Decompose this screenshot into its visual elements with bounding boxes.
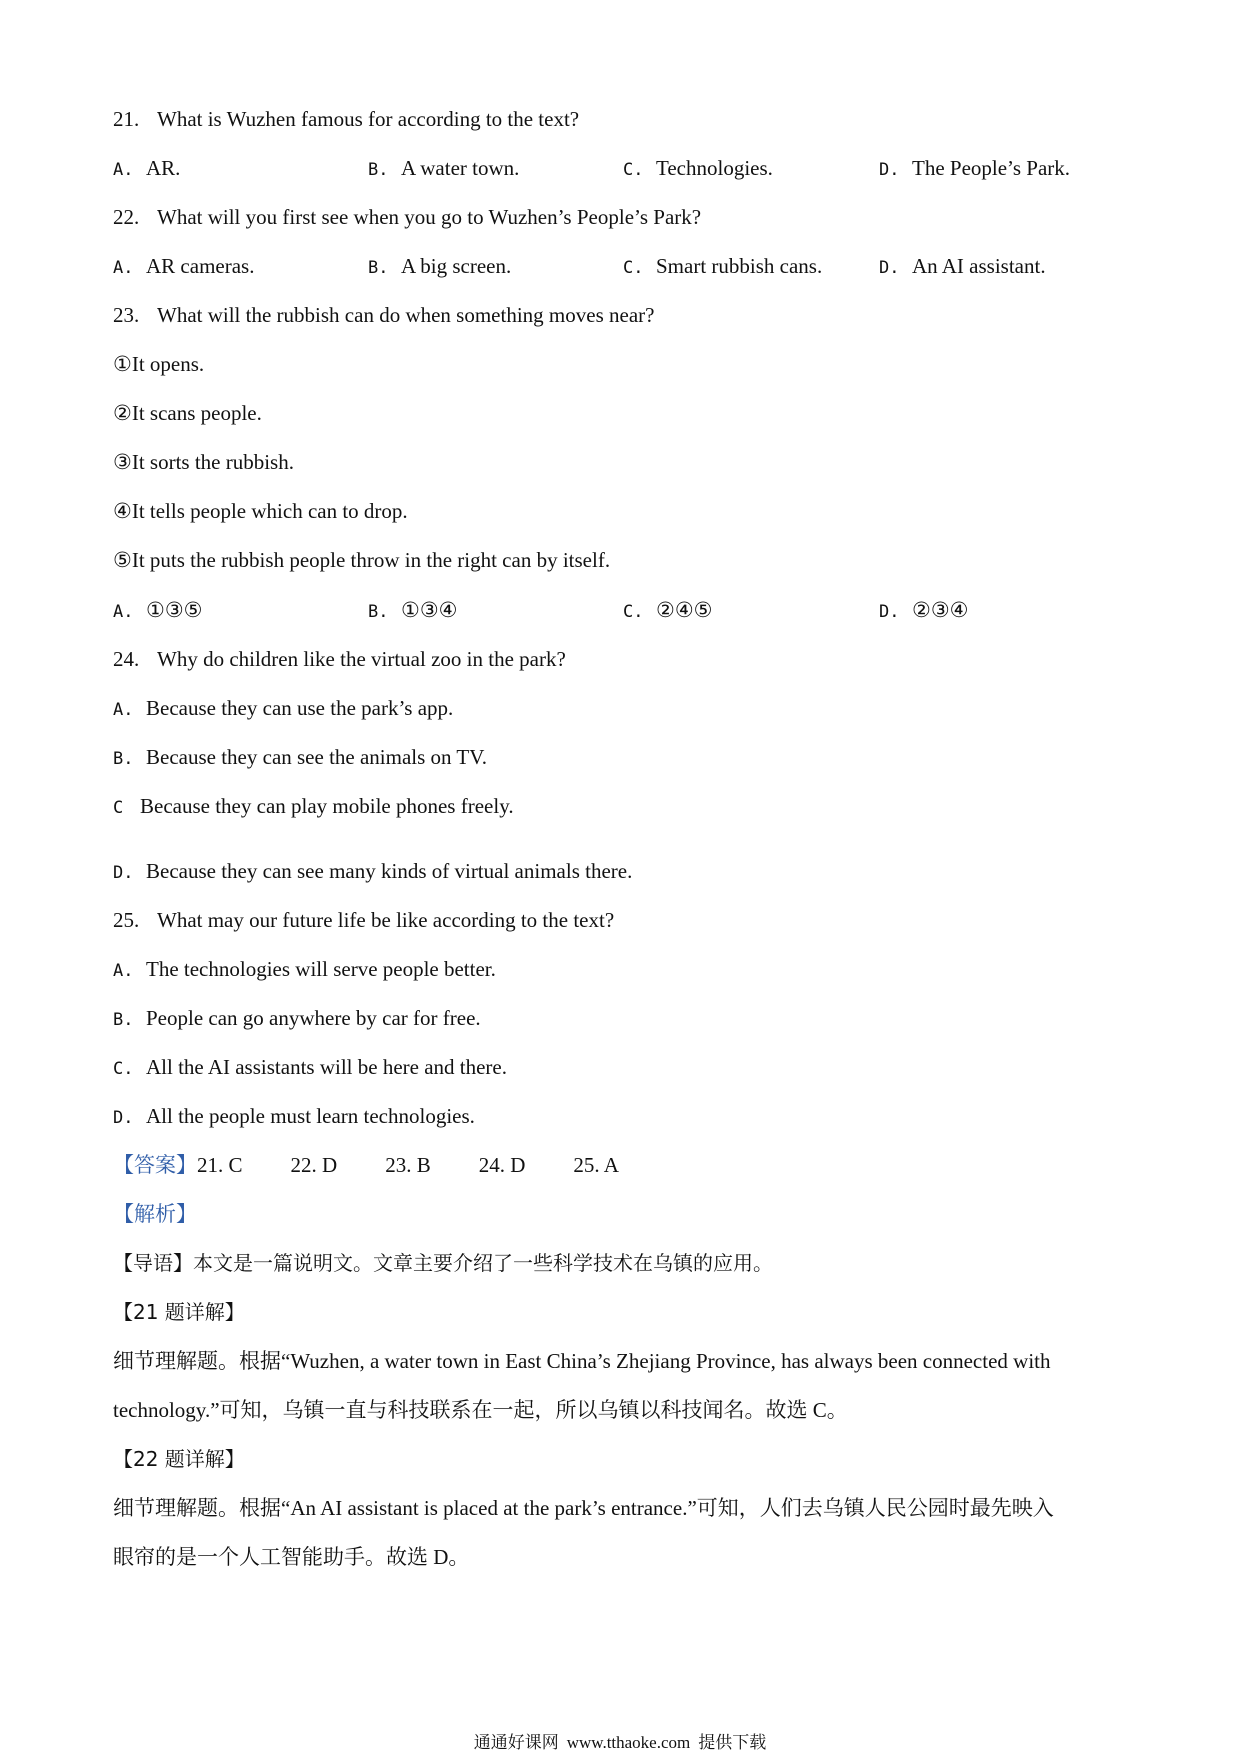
q25-option-a: A. The technologies will serve people better. <box>113 957 496 981</box>
q23-option-b: B. ①③④ <box>368 598 458 622</box>
q23-statement-2: ②It scans people. <box>113 401 262 425</box>
detail-21-line-1: 细节理解题。根据“Wuzhen, a water town in East China’s Zhejiang Province, has always been connected with <box>113 1349 1051 1373</box>
question-24 <box>113 646 566 672</box>
q23-statement-3: ③It sorts the rubbish. <box>113 450 294 474</box>
q23-statement-4: ④It tells people which can to drop. <box>113 499 408 523</box>
q22-option-b: B. A big screen. <box>368 254 512 278</box>
answer-item: 23. B <box>385 1153 431 1177</box>
q24-option-b: B. Because they can see the animals on TV. <box>113 745 487 769</box>
question-text: What will the rubbish can do when something moves near? <box>157 303 655 327</box>
q21-option-d: D. The People’s Park. <box>879 156 1071 180</box>
answer-item: 22. D <box>290 1153 338 1177</box>
q25-option-d: D. All the people must learn technologies. <box>113 1104 475 1128</box>
question-number: 23. <box>113 303 140 327</box>
q24-option-d: D. Because they can see many kinds of virtual animals there. <box>113 859 633 883</box>
answer-label: 【答案】 <box>113 1153 197 1177</box>
question-number: 24. <box>113 647 140 671</box>
q21-option-b: B. A water town. <box>368 156 520 180</box>
page-footer <box>0 1728 1240 1753</box>
detail-21-heading: 【21 题详解】 <box>113 1300 245 1324</box>
question-21 <box>113 106 579 132</box>
detail-22-line-1: 细节理解题。根据“An AI assistant is placed at the park’s entrance.”可知，人们去乌镇人民公园时最先映入 <box>113 1496 1054 1520</box>
answer-item: 25. A <box>573 1153 619 1177</box>
q22-option-c: C. Smart rubbish cans. <box>623 254 823 278</box>
question-22 <box>113 204 701 230</box>
answer-item: 21. C <box>197 1153 243 1177</box>
question-text: Why do children like the virtual zoo in the park? <box>157 647 566 671</box>
q21-option-a: A. AR. <box>113 156 181 180</box>
question-25 <box>113 907 614 933</box>
answer-key <box>113 1152 667 1178</box>
q21-option-c: C. Technologies. <box>623 156 773 180</box>
question-number: 21. <box>113 107 140 131</box>
q25-option-b: B. People can go anywhere by car for free. <box>113 1006 481 1030</box>
footer-site-link[interactable]: www.tthaoke.com <box>566 1733 691 1752</box>
question-text: What will you first see when you go to Wuzhen’s People’s Park? <box>157 205 702 229</box>
question-23 <box>113 302 654 328</box>
q22-option-a: A. AR cameras. <box>113 254 255 278</box>
analysis-label: 【解析】 <box>113 1202 197 1226</box>
question-text: What may our future life be like according to the text? <box>157 908 615 932</box>
answer-item: 24. D <box>478 1153 526 1177</box>
question-number: 25. <box>113 908 140 932</box>
q23-option-d: D. ②③④ <box>879 598 969 622</box>
q23-option-c: C. ②④⑤ <box>623 598 713 622</box>
q22-option-d: D. An AI assistant. <box>879 254 1046 278</box>
detail-22-heading: 【22 题详解】 <box>113 1447 245 1471</box>
detail-21-line-2: technology.”可知，乌镇一直与科技联系在一起，所以乌镇以科技闻名。故选 C。 <box>113 1398 848 1422</box>
q24-option-c: C Because they can play mobile phones freely. <box>113 794 514 818</box>
question-number: 22. <box>113 205 140 229</box>
footer-right: 提供下载 <box>698 1733 767 1753</box>
intro-text: 【导语】本文是一篇说明文。文章主要介绍了一些科学技术在乌镇的应用。 <box>113 1251 773 1275</box>
detail-22-line-2: 眼帘的是一个人工智能助手。故选 D。 <box>113 1545 470 1569</box>
q23-option-a: A. ①③⑤ <box>113 598 203 622</box>
footer-left: 通通好课网 <box>473 1733 559 1753</box>
question-text: What is Wuzhen famous for according to the text? <box>157 107 580 131</box>
q25-option-c: C. All the AI assistants will be here and there. <box>113 1055 507 1079</box>
q24-option-a: A. Because they can use the park’s app. <box>113 696 454 720</box>
q23-statement-1: ①It opens. <box>113 352 205 376</box>
q23-statement-5: ⑤It puts the rubbish people throw in the right can by itself. <box>113 548 611 572</box>
